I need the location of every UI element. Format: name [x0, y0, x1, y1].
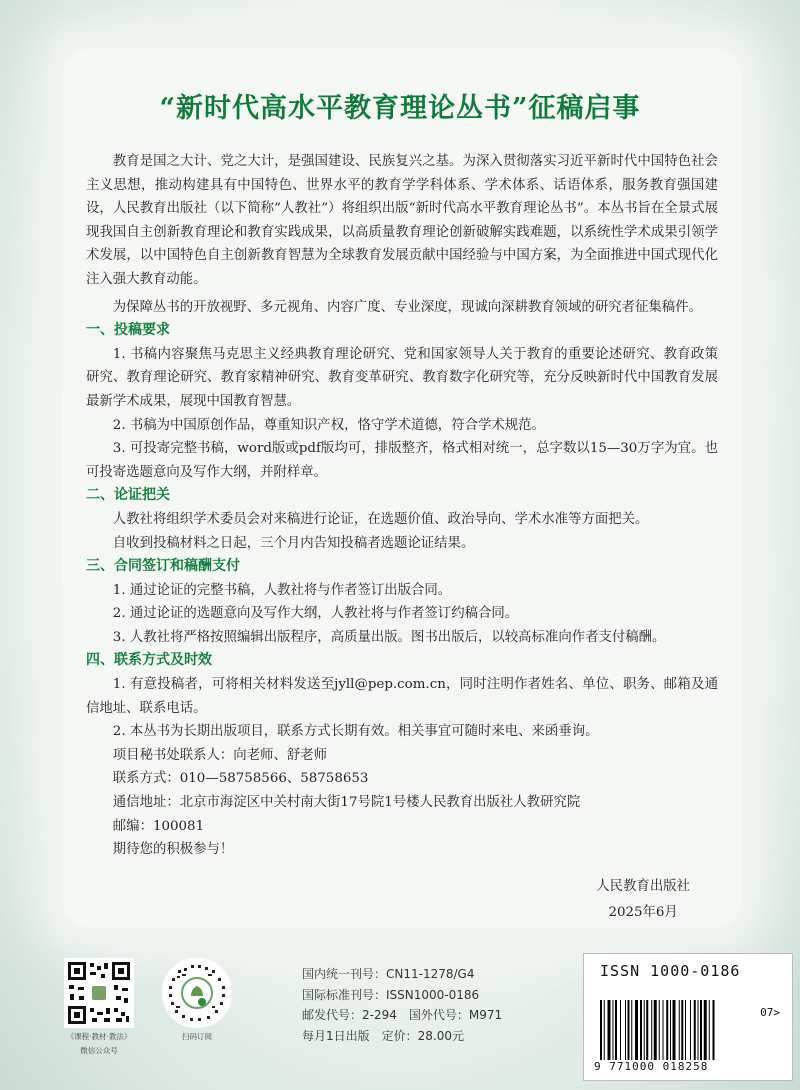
issn-barcode-box [583, 953, 793, 1081]
contact-address: 通信地址：北京市海淀区中关村南大街17号院1号楼人民教育出版社人教研究院 [112, 795, 581, 811]
section-paragraph: 2. 书稿为中国原创作品，尊重知识产权，恪守学术道德，符合学术规范。 [112, 417, 545, 433]
issn-label: ISSN 1000-0186 [600, 962, 741, 980]
section-heading: 二、论证把关 [86, 487, 170, 504]
signature-org: 人民教育出版社 [596, 879, 690, 894]
notice-body [86, 150, 718, 862]
section-paragraph: 1. 有意投稿者，可将相关材料发送至jyll@pep.com.cn，同时注明作者姓名、单位、职务、邮箱及通信地址、联系电话。 [86, 677, 718, 716]
contact-postcode: 邮编：100081 [112, 818, 205, 834]
qr-caption: 《课程·教材·教法》 [66, 1032, 132, 1041]
publication-info [302, 964, 502, 1046]
publish-date-price: 每月1日出版 定价：28.00元 [302, 1028, 464, 1043]
section-paragraph: 3. 人教社将严格按照编辑出版程序，高质量出版。图书出版后，以较高标准向作者支付稿酬。 [112, 629, 666, 645]
signature-block [596, 874, 690, 926]
qr-caption: 扫码订阅 [182, 1032, 212, 1041]
intro-paragraph: 教育是国之大计、党之大计，是强国建设、民族复兴之基。为深入贯彻落实习近平新时代中国特色社会主义思想，推动构建具有中国特色、世界水平的教育学学科体系、学术体系、话语体系，服务教育强国建设，人民教育出版社（以下简称“人教社”）将组织出版“新时代高水平教育理论丛书”。本丛书旨在全景式展现我国自主创新教育理论和教育实践成果，以高质量教育理论创新破解实践难题，以系统性学术成果引领学术发展，以中国特色自主创新教育智慧为全球教育发展贡献中国经验与中国方案，为全面推进中国式现代化注入强大教育动能。 [86, 154, 718, 287]
section-paragraph: 自收到投稿材料之日起，三个月内告知投稿者选题论证结果。 [112, 535, 475, 551]
section-paragraph: 人教社将组织学术委员会对来稿进行论证，在选题价值、政治导向、学术水准等方面把关。 [112, 511, 649, 527]
issn-number: 国际标准刊号：ISSN1000-0186 [302, 987, 480, 1002]
section-paragraph: 1. 通过论证的完整书稿，人教社将与作者签订出版合同。 [112, 582, 452, 598]
section-paragraph: 3. 可投寄完整书稿，word版或pdf版均可，排版整齐，格式相对统一，总字数以15—30万字为宜。也可投寄选题意向及写作大纲，并附样章。 [86, 441, 718, 480]
contact-person: 项目秘书处联系人：向老师、舒老师 [112, 747, 328, 763]
qr-wechat[interactable] [62, 958, 136, 1056]
postal-code-info: 邮发代号：2-294 国外代号：M971 [302, 1008, 503, 1022]
footer [0, 940, 800, 1090]
qr-caption: 微信公众号 [80, 1046, 118, 1055]
issue-code: 07> [760, 1006, 780, 1019]
domestic-serial-number: 国内统一刊号：CN11-1278/G4 [302, 967, 475, 981]
section-paragraph: 2. 通过论证的选题意向及写作大纲，人教社将与作者签订约稿合同。 [112, 606, 519, 622]
barcode-number: 9 771000 018258 [594, 1060, 709, 1073]
signature-date: 2025年6月 [608, 905, 678, 920]
qr-code-icon [162, 958, 232, 1028]
section-heading: 一、投稿要求 [86, 322, 170, 339]
qr-code-icon [64, 958, 134, 1028]
page-title: “新时代高水平教育理论丛书”征稿启事 [159, 93, 641, 124]
section-paragraph: 1. 书稿内容聚焦马克思主义经典教育理论研究、党和国家领导人关于教育的重要论述研究、教育政策研究、教育理论研究、教育家精神研究、教育变革研究、教育数字化研究等，充分反映新时代中国教育发展最新学术成果，展现中国教育智慧。 [86, 346, 718, 409]
closing-line: 期待您的积极参与！ [112, 842, 234, 858]
section-heading: 四、联系方式及时效 [86, 652, 212, 669]
contact-phone: 联系方式：010—58758566、58758653 [112, 771, 369, 787]
barcode-icon [598, 1000, 758, 1062]
intro-paragraph: 为保障丛书的开放视野、多元视角、内容广度、专业深度，现诚向深耕教育领域的研究者征集稿件。 [112, 299, 702, 315]
qr-subscribe[interactable] [160, 958, 234, 1042]
section-paragraph: 2. 本丛书为长期出版项目，联系方式长期有效。相关事宜可随时来电、来函垂询。 [112, 724, 599, 740]
section-heading: 三、合同签订和稿酬支付 [86, 558, 240, 575]
